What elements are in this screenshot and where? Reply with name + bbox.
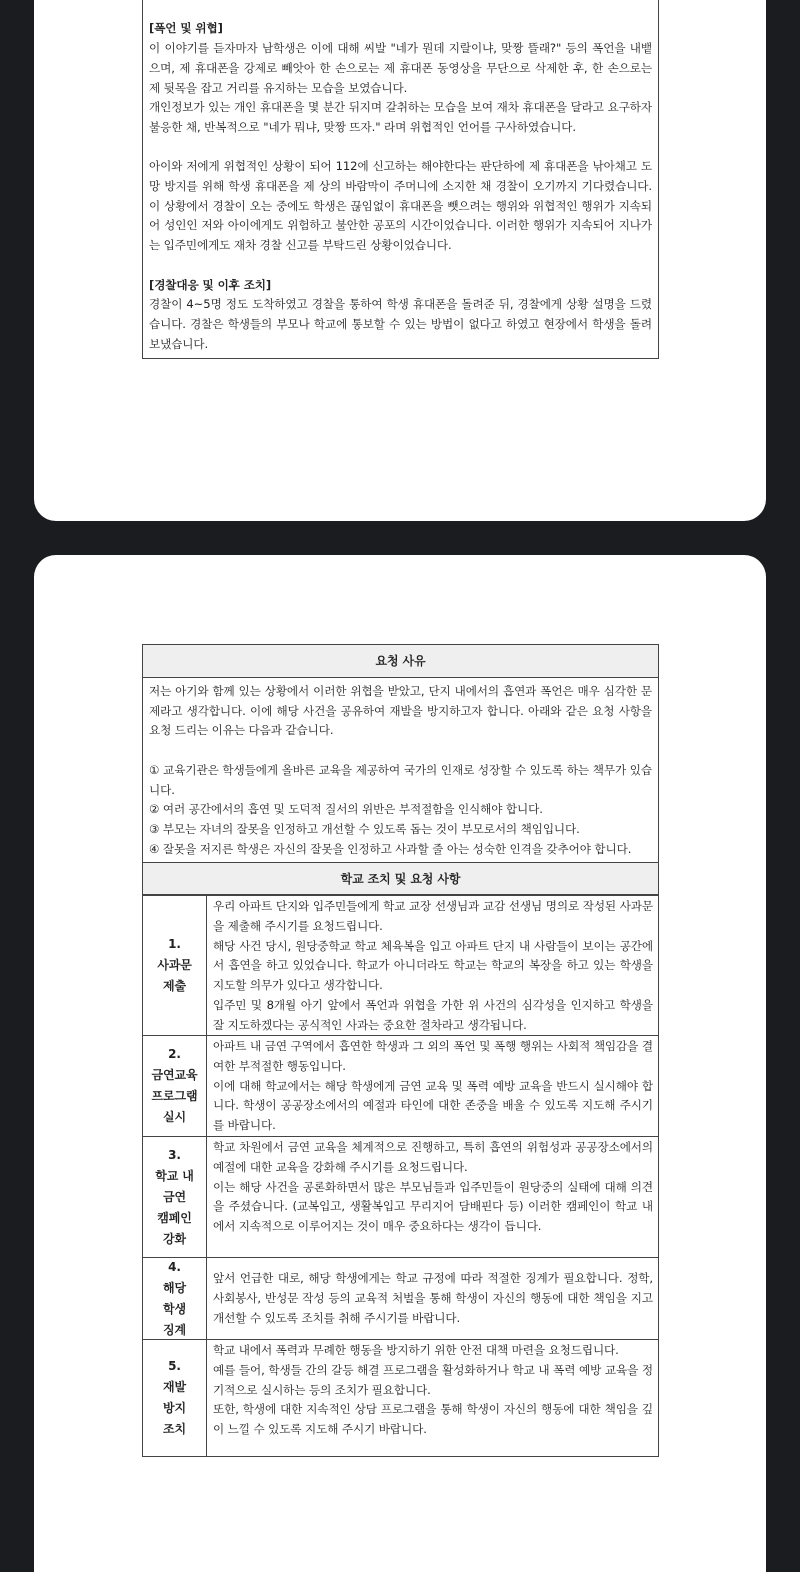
measure-content xyxy=(207,1340,658,1456)
reason-section xyxy=(143,678,658,862)
measure-paragraph: 이에 대해 학교에서는 해당 학생에게 금연 교육 및 폭력 예방 교육을 반드시 실시해야 합니다. 학생이 공공장소에서의 예절과 타인에 대한 존중을 배울 수 있도록 지도해 주시기를 바랍니다. xyxy=(213,1078,653,1133)
measure-label xyxy=(143,1137,207,1257)
measure-row-no-smoking-education xyxy=(143,1035,658,1136)
measure-label-line: 해당 xyxy=(163,1280,186,1295)
police-heading: [경찰대응 및 이후 조치] xyxy=(149,277,272,292)
measure-content xyxy=(207,896,658,1035)
incident-report-box xyxy=(142,0,659,359)
violence-heading: [폭언 및 위협] xyxy=(149,21,223,36)
measure-label-line: 학교 내 xyxy=(155,1168,194,1183)
police-paragraph: 경찰이 4~5명 정도 도착하였고 경찰을 통하여 학생 휴대폰을 돌려준 뒤, 경찰에게 상황 설명을 드렸습니다. 경찰은 학생들의 부모나 학교에 통보할 수 있는 방법이 없다고 하였고 현장에서 학생을 돌려보냈습니다. xyxy=(149,297,652,351)
measure-paragraph: 앞서 언급한 대로, 해당 학생에게는 학교 규정에 따라 적절한 징계가 필요합니다. 정학, 사회봉사, 반성문 작성 등의 교육적 처벌을 통해 학생이 자신의 행동에 대한 책임을 지고 개선할 수 있도록 조치를 취해 주시기를 바랍니다. xyxy=(213,1271,653,1325)
measure-label-line: 방지 xyxy=(163,1401,186,1416)
measure-paragraph: 이는 해당 사건을 공론화하면서 많은 부모님들과 입주민들이 원당중의 실태에 대해 의견을 주셨습니다. (교복입고, 생활복입고 무리지어 담배핀다 등) 이러한 캠페인이 학교 내에서 지속적으로 이루어지는 것이 매우 중요하다는 생각이 듭니다. xyxy=(213,1179,653,1234)
measure-label-line: 강화 xyxy=(163,1231,186,1246)
measure-label-line: 금연 xyxy=(163,1189,186,1204)
measure-paragraph: 입주민 및 8개월 아기 앞에서 폭언과 위협을 가한 위 사건의 심각성을 인지하고 학생을 잘 지도하겠다는 공식적인 사과는 중요한 절차라고 생각됩니다. xyxy=(213,997,653,1032)
violence-paragraph-3: 아이와 저에게 위협적인 상황이 되어 112에 신고하는 해야한다는 판단하에 제 휴대폰을 낚아채고 도망 방지를 위해 학생 휴대폰을 제 상의 바람막이 주머니에 소지한 채 경찰이 오기까지 기다렸습니다. 이 상황에서 경찰이 오는 중에도 학생은 끊임없이 휴대폰을 뺏으려는 행위와 위협적인 행위가 지속되어 성인인 저와 아이에게도 위험하고 불안한 공포의 시간이었습니다. 이러한 행위가 지속되어 지나가는 입주민에게도 재차 경찰 신고를 부탁드린 상황이었습니다. xyxy=(149,159,652,253)
measure-label xyxy=(143,896,207,1035)
measure-label xyxy=(143,1340,207,1456)
measure-label-line: 제출 xyxy=(163,979,186,994)
measure-number: 3. xyxy=(168,1147,181,1162)
measure-row-discipline xyxy=(143,1257,658,1339)
measure-label-line: 징계 xyxy=(163,1322,186,1337)
measure-label-line: 사과문 xyxy=(157,958,192,973)
measure-row-recurrence-prevention xyxy=(143,1339,658,1456)
reason-intro: 저는 아기와 함께 있는 상황에서 이러한 위협을 받았고, 단지 내에서의 흡연과 폭언은 매우 심각한 문제라고 생각합니다. 이에 해당 사건을 공유하여 재발을 방지하고자 합니다. 아래와 같은 요청 사항을 요청 드리는 이유는 다음과 같습니다. xyxy=(149,684,652,738)
measure-number: 5. xyxy=(168,1359,181,1374)
measure-paragraph: 학교 차원에서 금연 교육을 체계적으로 진행하고, 특히 흡연의 위험성과 공공장소에서의 예절에 대한 교육을 강화해 주시기를 요청드립니다. xyxy=(213,1140,653,1175)
violence-paragraph-2: 개인정보가 있는 개인 휴대폰을 몇 분간 뒤지며 갈취하는 모습을 보여 재차 휴대폰을 달라고 요구하자 불응한 채, 반복적으로 "네가 뭐냐, 맞짱 뜨자." 라며 위협적인 언어를 구사하였습니다. xyxy=(149,100,652,134)
reason-item: ② 여러 공간에서의 흡연 및 도덕적 질서의 위반은 부적절함을 인식해야 합니다. xyxy=(149,802,543,817)
measure-row-campaign xyxy=(143,1136,658,1257)
measure-paragraph: 아파트 내 금연 구역에서 흡연한 학생과 그 외의 폭언 및 폭행 행위는 사회적 책임감을 결여한 부적절한 행동입니다. xyxy=(213,1039,653,1074)
measure-paragraph: 해당 사건 당시, 원당중학교 학교 체육복을 입고 아파트 단지 내 사람들이 보이는 공간에서 흡연을 하고 있었습니다. 학교가 아니더라도 학교는 학교의 복장을 하고 있는 학생을 지도할 의무가 있다고 생각합니다. xyxy=(213,938,653,993)
measure-paragraph: 우리 아파트 단지와 입주민들에게 학교 교장 선생님과 교감 선생님 명의로 작성된 사과문을 제출해 주시기를 요청드립니다. xyxy=(213,899,653,934)
reason-title: 요청 사유 xyxy=(143,645,658,678)
request-table xyxy=(142,644,659,1457)
measure-content xyxy=(207,1258,658,1339)
measure-label-line: 캠페인 xyxy=(157,1210,192,1225)
measure-label-line: 조치 xyxy=(163,1422,186,1437)
measure-label-line: 프로그램 xyxy=(151,1089,198,1104)
measure-label-line: 금연교육 xyxy=(151,1068,198,1083)
document-page-1 xyxy=(34,0,766,521)
measure-row-apology xyxy=(143,895,658,1035)
measure-content xyxy=(207,1137,658,1257)
measure-paragraph: 학교 내에서 폭력과 무례한 행동을 방지하기 위한 안전 대책 마련을 요청드립니다. xyxy=(213,1343,619,1358)
measure-number: 2. xyxy=(168,1047,181,1062)
document-page-2 xyxy=(34,555,766,1572)
measure-label xyxy=(143,1036,207,1136)
measure-paragraph: 또한, 학생에 대한 지속적인 상담 프로그램을 통해 학생이 자신의 행동에 대한 책임을 깊이 느낄 수 있도록 지도해 주시기 바랍니다. xyxy=(213,1402,653,1437)
violence-paragraph-1: 이 이야기를 듣자마자 남학생은 이에 대해 씨발 "네가 뭔데 지랄이냐, 맞짱 뜰래?" 등의 폭언을 내뱉으며, 제 휴대폰을 강제로 빼앗아 한 손으로는 제 휴대폰 동영상을 무단으로 삭제한 후, 한 손으로는 제 뒷목을 잡고 거리를 유지하는 모습을 보였습니다. xyxy=(149,41,652,95)
measure-label-line: 실시 xyxy=(163,1110,186,1125)
measures-title: 학교 조치 및 요청 사항 xyxy=(143,862,658,895)
reason-item: ④ 잘못을 저지른 학생은 자신의 잘못을 인정하고 사과할 줄 아는 성숙한 인격을 갖추어야 합니다. xyxy=(149,841,632,856)
reason-item: ③ 부모는 자녀의 잘못을 인정하고 개선할 수 있도록 돕는 것이 부모로서의 책임입니다. xyxy=(149,821,580,836)
reason-item: ① 교육기관은 학생들에게 올바른 교육을 제공하여 국가의 인재로 성장할 수 있도록 하는 책무가 있습니다. xyxy=(149,762,652,797)
measure-number: 1. xyxy=(168,937,181,952)
measure-label-line: 재발 xyxy=(163,1380,186,1395)
measure-paragraph: 예를 들어, 학생들 간의 갈등 해결 프로그램을 활성화하거나 학교 내 폭력 예방 교육을 정기적으로 실시하는 등의 조치가 필요합니다. xyxy=(213,1363,653,1397)
measure-label xyxy=(143,1258,207,1339)
measure-number: 4. xyxy=(168,1259,181,1274)
measure-label-line: 학생 xyxy=(163,1301,186,1316)
measure-content xyxy=(207,1036,658,1136)
